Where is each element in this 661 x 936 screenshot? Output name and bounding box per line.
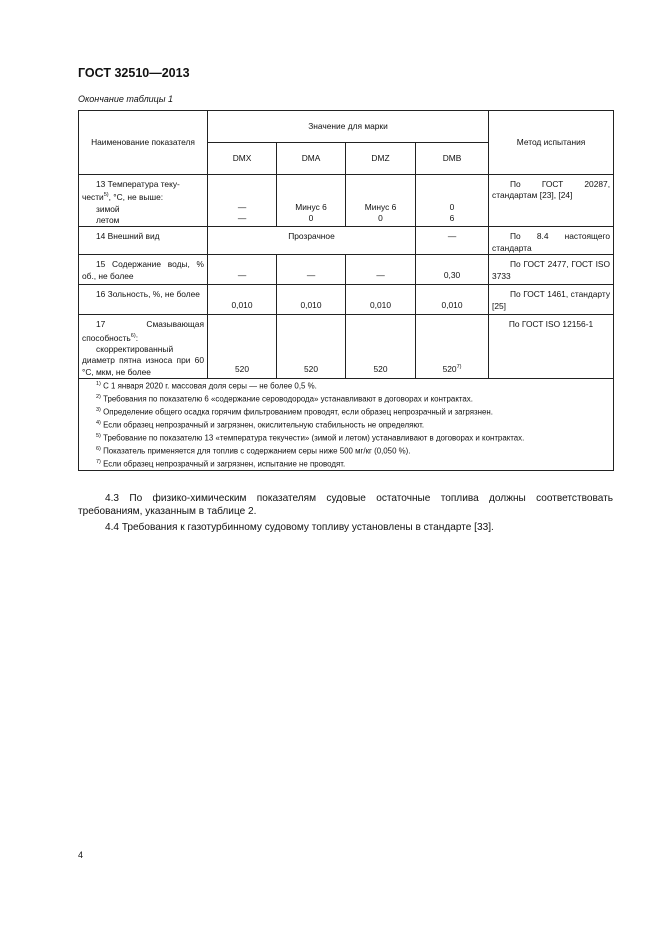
indicator-16: 16 Зольность, %, не более — [79, 285, 208, 315]
value-16-dmx: 0,010 — [208, 285, 277, 315]
footnote-6: $^{6)}$ Показатель применяется для топлив с содержанием серы ниже 500 мг/кг (0,050 %). — [96, 446, 411, 457]
col-header-value: Значение для марки — [208, 111, 489, 143]
grade-header-dmx: DMX — [208, 143, 277, 175]
method-14: По 8.4 настоящего стандарта — [489, 227, 614, 255]
value-17-dmb: 520$^{7)}$ — [416, 315, 489, 379]
indicator-17: 17 Смазывающая способность$^{6)}$: скорректированный диаметр пятна износа при 60 °С, мкм, не более — [79, 315, 208, 379]
grade-header-dmz: DMZ — [346, 143, 416, 175]
value-13-dmz: Минус 6 0 — [346, 175, 416, 227]
footnote-7: $^{7)}$ Если образец непрозрачный и загрязнен, испытание не проводят. — [96, 459, 346, 470]
footnote-4: $^{4)}$ Если образец непрозрачный и загрязнен, окислительную стабильность не определяют. — [96, 420, 425, 430]
value-16-dma: 0,010 — [277, 285, 346, 315]
value-15-dmx: — — [208, 255, 277, 285]
table-notes — [79, 379, 614, 471]
grade-header-dmb: DMB — [416, 143, 489, 175]
value-15-dmz: — — [346, 255, 416, 285]
grade-header-dma: DMA — [277, 143, 346, 175]
value-13-dmx: — — — [208, 175, 277, 227]
col-header-indicator: Наименование показателя — [79, 111, 208, 175]
document-title: ГОСТ 32510—2013 — [78, 66, 190, 80]
value-14-dmx-dmz: Прозрачное — [208, 227, 416, 255]
method-15: По ГОСТ 2477, ГОСТ ISO 3733 — [489, 255, 614, 285]
col-header-method: Метод испытания — [489, 111, 614, 175]
value-16-dmz: 0,010 — [346, 285, 416, 315]
table-row-14 — [79, 227, 614, 255]
value-17-dma: 520 — [277, 315, 346, 379]
value-13-dmb: 0 6 — [416, 175, 489, 227]
indicator-14: 14 Внешний вид — [79, 227, 208, 255]
footnote-2: $^{2)}$ Требования по показателю 6 «содержание сероводорода» устанавливают в договорах и контрактах. — [96, 394, 473, 404]
value-14-dmb: — — [416, 227, 489, 255]
footnote-5: $^{5)}$ Требование по показателю 13 «температура текучести» (зимой и летом) устанавливают в договорах и контрактах. — [96, 433, 525, 443]
specification-table — [78, 110, 614, 471]
table-row-17 — [79, 315, 614, 379]
table-notes-row — [79, 379, 614, 471]
indicator-13: 13 Температура теку- чести$^{5)}$, °С, не выше: зимой летом — [79, 175, 208, 227]
table-row-16 — [79, 285, 614, 315]
paragraph-4-3: 4.3 По физико-химическим показателям судовые остаточные топлива должны соответствовать требованиям, указанным в таблице 2. — [78, 493, 613, 518]
table-row-15 — [79, 255, 614, 285]
value-13-dma: Минус 6 0 — [277, 175, 346, 227]
value-17-dmx: 520 — [208, 315, 277, 379]
indicator-15: 15 Содержание воды, % об., не более — [79, 255, 208, 285]
value-15-dmb: 0,30 — [416, 255, 489, 285]
method-17: По ГОСТ ISO 12156-1 — [489, 315, 614, 379]
table-row-13 — [79, 175, 614, 227]
method-13: По ГОСТ 20287, стандартам [23], [24] — [489, 175, 614, 227]
method-16: По ГОСТ 1461, стандарту [25] — [489, 285, 614, 315]
paragraph-4-4: 4.4 Требования к газотурбинному судовому топливу установлены в стандарте [33]. — [105, 522, 494, 533]
table-continuation-caption: Окончание таблицы 1 — [78, 94, 173, 104]
value-15-dma: — — [277, 255, 346, 285]
page-number: 4 — [78, 850, 84, 860]
footnote-3: $^{3)}$ Определение общего осадка горячим фильтрованием проводят, если образец непрозрачный и загрязнен. — [96, 407, 493, 417]
footnote-1: $^{1)}$ С 1 января 2020 г. массовая доля серы — не более 0,5 %. — [96, 381, 317, 391]
value-16-dmb: 0,010 — [416, 285, 489, 315]
value-17-dmz: 520 — [346, 315, 416, 379]
